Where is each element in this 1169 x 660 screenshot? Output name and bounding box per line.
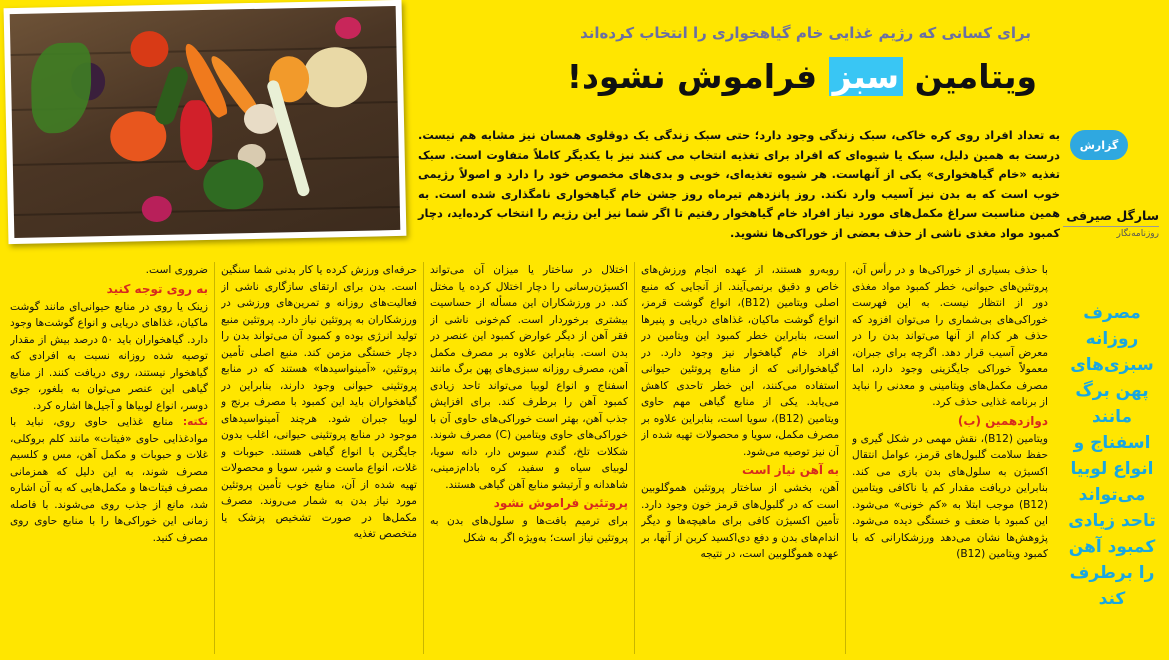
column-4-paragraph-1: حرفه‌ای ورزش کرده یا کار بدنی شما سنگین است. بدن برای ارتقای سازگاری ناشی از فعالیت‌های روزانه و تمرین‌های ورزشی در ورزشکاران به پروتئین نیاز دارد. پروتئین منبع تولید انرژی بوده و کمبود آن می‌تواند بدن را دچار خستگی مزمن کند. منبع اصلی تأمین پروتئین، «آمینواسیدها» هستند که در منابع پروتئینی حیوانی وجود دارند، بنابراین در گیاهخواران باید این کمبود با مصرف برنج و لوبیا جبران شود. هرچند آمینواسیدهای موجود در منابع پروتئینی حیوانی، اغلب بدون جایگزین با انواع گیاهی هستند. حبوبات و غلات، انواع ماست و شیر، سویا و محصولات تهیه شده از آن، منابع خوب تأمین پروتئین مورد نیاز بدن به شمار می‌روند. مصرف مکمل‌ها در صورت تشخیص پزشک یا متخصص تغذیه (221, 264, 417, 540)
column-5-paragraph-3 (10, 414, 208, 546)
report-badge: گزارش (1070, 130, 1128, 160)
headline-part-2: فراموش نشود! (566, 57, 818, 96)
vegetables-photo (10, 6, 401, 238)
column-3-subheading: پروتئین فراموش نشود (493, 496, 628, 510)
author-block (1063, 208, 1159, 239)
kicker: برای کسانی که رژیم غذایی خام گیاهخواری را انتخاب کرده‌اند (580, 24, 1031, 42)
column-divider (423, 262, 424, 654)
radish-icon (142, 196, 173, 223)
column-1-paragraph-1: با حذف بسیاری از خوراکی‌ها و در رأس آن، پروتئین‌های حیوانی، خطر کمبود مواد مغذی دور از انتظار نیست. به این فهرست خوراکی‌های بی‌شماری را می‌توان افزود که حذف هر کدام از آنها می‌تواند بدن را در معرض آسیب قرار دهد. اگرچه برای جبران، معمولاً خوراکی جایگزینی وجود دارد، اما مصرف مکمل‌های ویتامینی و معدنی را نباید از برنامه غذایی حذف کرد. (852, 264, 1048, 408)
author-role: روزنامه‌نگار (1116, 229, 1159, 239)
column-1 (852, 262, 1048, 658)
pull-quote: مصرف روزانه سبزی‌های پهن برگ مانند اسفناج و انواع لوبیا می‌تواند تاحد زیادی کمبود آهن را برطرف کند (1068, 303, 1156, 609)
tip-text: منابع غذایی حاوی روی، نباید با موادغذایی حاوی «فیتات» مانند کلم بروکلی، غلات و حبوبات و مکمل آهن، مس و کلسیم مصرف شوند، به این دلیل که همزمانی مصرف فیتات‌ها و مکمل‌هایی که به آن اشاره شد، مانع از جذب روی می‌شوند. با فاصله زمانی این خوراکی‌ها را با منابع حاوی روی مصرف کنید. (10, 416, 208, 544)
column-5-subheading: به روی توجه کنید (106, 281, 208, 296)
column-1-paragraph-2: ویتامین (B12)، نقش مهمی در شکل گیری و حفظ سلامت گلبول‌های قرمز، عوامل انتقال اکسیژن به سلول‌های بدن بازی می کند. بنابراین دریافت مقدار کم یا ناکافی ویتامین (B12) موجب ابتلا به «کم خونی» می‌شود. این کمبود با ضعف و خستگی دیده می‌شود. پژوهش‌ها نشان می‌دهد ورزشکارانی که با کمبود ویتامین (B12) (852, 432, 1048, 560)
column-divider (634, 262, 635, 654)
column-2 (641, 262, 839, 658)
headline-part-1: ویتامین (914, 57, 1037, 96)
vegetables-photo-frame (4, 0, 407, 244)
headline (417, 54, 1037, 100)
column-divider (214, 262, 215, 654)
lede-paragraph: به تعداد افراد روی کره خاکی، سبک زندگی وجود دارد؛ حتی سبک زندگی یک دوقلوی همسان نیز مشابه هم نیست. درست به همین دلیل، سبک یا شیوه‌ای که افراد برای تغذیه انتخاب می کنند نیز با یکدیگر کاملاً متفاوت است. سبک تغذیه «خام گیاهخواری» یکی از آنهاست. هر شیوه تغذیه‌ای، خوبی و بدی‌های مخصوص خود را دارد و اصولاً رژیمی خوب است که به بدن نیز آسیب وارد نکند. روز پانزدهم تیرماه روز جشن خام گیاهخواری نامگذاری شده است. به همین مناسبت سراغ مکمل‌های مورد نیاز افراد خام گیاهخوار رفتیم تا اگر شما نیز این رژیم را انتخاب کرده‌اید، دچار کمبود مواد مغذی ناشی از حذف بعضی از خوراکی‌ها نشوید. (418, 128, 1060, 240)
celeriac-icon (302, 47, 367, 108)
column-5-paragraph-2: زینک یا روی در منابع حیوانی‌ای مانند گوشت ماکیان، غذاهای دریایی و انواع گوشت‌ها وجود دارد. گیاهخواران باید ۵۰ درصد بیش از مقدار توصیه شده روزانه نسبت به افرادی که گیاهخوار نیستند، روی دریافت کنند. از منابع گیاهی این عنصر می‌توان به بلغور، جوی دوسر، انواع لوبیاها و آجیل‌ها اشاره کرد. (10, 300, 208, 412)
author-divider (1063, 226, 1159, 227)
column-2-subheading: به آهن نیاز است (742, 463, 839, 477)
article-header (0, 0, 1169, 256)
headline-highlight: سبز (829, 57, 903, 96)
column-3-paragraph-1: اختلال در ساختار یا میزان آن می‌تواند اکسیژن‌رسانی را دچار اختلال کرده یا مختل کند. در ورزشکاران این مسأله از حساسیت بیشتری برخوردار است. کم‌خونی ناشی از فقر آهن از دیگر عوارض کمبود این عنصر در بدن است. بنابراین علاوه بر مصرف مکمل آهن، مصرف روزانه سبزی‌های پهن برگ مانند اسفناج و انواع لوبیا می‌تواند تاحد زیادی کمبود آهن را برطرف کند. برای افزایش جذب آهن، بهتر است خوراکی‌های حاوی آن با خوراکی‌های حاوی ویتامین (C) مصرف شوند. شکلات تلخ، گندم سبوس دار، دانه سویا، لوبیای سیاه و سفید، کره بادام‌زمینی، شاهدانه و آرتیشو منابع آهن گیاهی هستند. (430, 264, 628, 491)
column-3 (430, 262, 628, 658)
column-3-paragraph-2: برای ترمیم بافت‌ها و سلول‌های بدن به پروتئین نیاز است؛ به‌ویژه اگر به شکل (430, 515, 628, 544)
column-5 (10, 262, 208, 658)
author-name: سارگل صیرفی (1066, 208, 1159, 223)
pepper-icon (180, 100, 213, 171)
tomato-icon (130, 31, 169, 68)
column-2-paragraph-1: روبه‌رو هستند، از عهده انجام ورزش‌های خاص و دقیق برنمی‌آیند. از آنجایی که منبع اصلی ویتامین (B12)، انواع گوشت قرمز، انواع گوشت ماکیان، غذاهای دریایی و پنیرها است، بنابراین خطر کمبود این ویتامین در افراد خام گیاهخوار نیز وجود دارد. در گیاهخوارانی که از منابع پروتئین حیوانی استفاده می‌کنند، این خطر تاحدی کاهش می‌یابد. یکی از منابع گیاهی مهم حاوی ویتامین (B12)، سویا است، بنابراین علاوه بر مصرف مکمل، سویا و محصولات تهیه شده از آن نیز توصیه می‌شود. (641, 264, 839, 458)
column-divider (845, 262, 846, 654)
broccoli-icon (203, 159, 264, 210)
column-1-subheading: دوازدهمین (ب) (957, 413, 1048, 428)
column-5-paragraph-1: ضروری است. (145, 264, 208, 276)
radish-icon (335, 17, 361, 40)
column-2-paragraph-2: آهن، بخشی از ساختار پروتئین هموگلوبین است که در گلبول‌های قرمز خون وجود دارد. تأمین اکسیژن کافی برای ماهیچه‌ها و دیگر اندام‌های بدن و دفع دی‌اکسید کربن از آنها، بر عهده هموگلوبین است، در نتیجه (641, 482, 839, 560)
herbs-icon (30, 42, 92, 133)
column-4 (221, 262, 417, 658)
tip-label: نکته: (182, 416, 208, 428)
